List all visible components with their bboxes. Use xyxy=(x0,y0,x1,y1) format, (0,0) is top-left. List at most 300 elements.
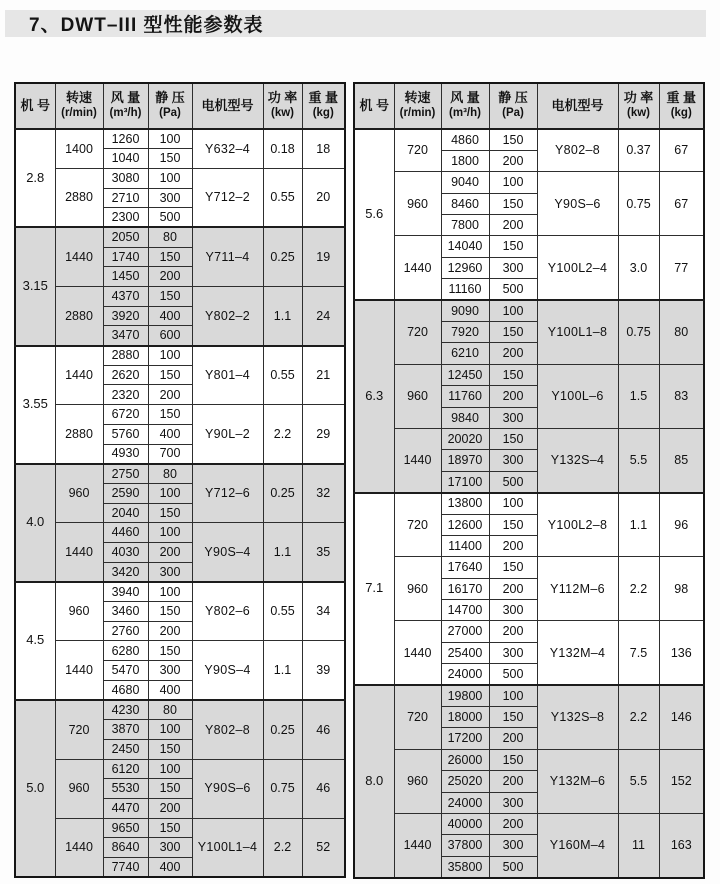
model-cell: 2.8 xyxy=(15,129,55,227)
table-row xyxy=(354,621,704,642)
pressure-cell: 150 xyxy=(148,641,192,661)
header-label: 静 压 xyxy=(498,90,528,106)
power-cell: 0.25 xyxy=(263,227,302,286)
power-cell: 1.1 xyxy=(618,493,659,557)
speed-cell: 1440 xyxy=(55,641,103,700)
airflow-cell: 2880 xyxy=(103,346,148,366)
pressure-cell: 150 xyxy=(489,557,537,578)
airflow-cell: 18970 xyxy=(441,450,489,471)
pressure-cell: 80 xyxy=(148,464,192,484)
pressure-cell: 300 xyxy=(148,562,192,582)
power-cell: 1.1 xyxy=(263,641,302,700)
airflow-cell: 2050 xyxy=(103,227,148,247)
pressure-cell: 150 xyxy=(148,779,192,799)
airflow-cell: 4860 xyxy=(441,129,489,150)
table-row xyxy=(15,129,345,149)
airflow-cell: 17200 xyxy=(441,728,489,749)
airflow-cell: 18000 xyxy=(441,707,489,728)
performance-table-left xyxy=(14,82,346,878)
power-cell: 0.75 xyxy=(618,172,659,236)
motor-model-cell: Y801–4 xyxy=(192,346,263,405)
weight-cell: 46 xyxy=(302,700,345,759)
motor-model-cell: Y100L–6 xyxy=(537,364,618,428)
pressure-cell: 300 xyxy=(489,407,537,428)
pressure-cell: 100 xyxy=(489,172,537,193)
speed-cell: 1440 xyxy=(55,523,103,582)
airflow-cell: 20020 xyxy=(441,428,489,449)
airflow-cell: 25400 xyxy=(441,642,489,663)
pressure-cell: 600 xyxy=(148,326,192,346)
power-cell: 5.5 xyxy=(618,428,659,492)
airflow-cell: 8640 xyxy=(103,838,148,858)
airflow-cell: 3420 xyxy=(103,562,148,582)
motor-model-cell: Y100L2–8 xyxy=(537,493,618,557)
pressure-cell: 100 xyxy=(489,493,537,514)
header-cell-0 xyxy=(15,83,55,129)
motor-model-cell: Y802–8 xyxy=(537,129,618,172)
weight-cell: 146 xyxy=(659,685,704,749)
pressure-cell: 150 xyxy=(148,602,192,622)
table-row xyxy=(354,172,704,193)
pressure-cell: 200 xyxy=(489,343,537,364)
airflow-cell: 11400 xyxy=(441,535,489,556)
airflow-cell: 26000 xyxy=(441,749,489,770)
weight-cell: 152 xyxy=(659,749,704,813)
table-row xyxy=(15,227,345,247)
power-cell: 1.1 xyxy=(263,287,302,346)
header-label: 风 量 xyxy=(110,90,141,106)
header-cell-4 xyxy=(537,83,618,129)
pressure-cell: 100 xyxy=(148,483,192,503)
table-row xyxy=(15,641,345,661)
header-unit: (r/min) xyxy=(61,107,97,120)
airflow-cell: 4230 xyxy=(103,700,148,720)
weight-cell: 21 xyxy=(302,346,345,405)
airflow-cell: 2450 xyxy=(103,739,148,759)
power-cell: 11 xyxy=(618,814,659,878)
power-cell: 0.75 xyxy=(618,300,659,364)
header-cell-3 xyxy=(148,83,192,129)
pressure-cell: 150 xyxy=(489,364,537,385)
motor-model-cell: Y100L1–4 xyxy=(192,818,263,877)
airflow-cell: 1450 xyxy=(103,267,148,287)
weight-cell: 77 xyxy=(659,236,704,300)
header-cell-0 xyxy=(354,83,394,129)
power-cell: 5.5 xyxy=(618,749,659,813)
airflow-cell: 3940 xyxy=(103,582,148,602)
weight-cell: 98 xyxy=(659,557,704,621)
power-cell: 0.37 xyxy=(618,129,659,172)
header-label: 转速 xyxy=(65,90,92,106)
weight-cell: 136 xyxy=(659,621,704,685)
pressure-cell: 150 xyxy=(489,707,537,728)
pressure-cell: 200 xyxy=(148,385,192,405)
pressure-cell: 300 xyxy=(489,600,537,621)
pressure-cell: 200 xyxy=(489,215,537,236)
speed-cell: 2880 xyxy=(55,168,103,227)
pressure-cell: 150 xyxy=(148,287,192,307)
airflow-cell: 14700 xyxy=(441,600,489,621)
table-row xyxy=(354,814,704,835)
weight-cell: 83 xyxy=(659,364,704,428)
airflow-cell: 8460 xyxy=(441,193,489,214)
speed-cell: 1440 xyxy=(394,428,441,492)
speed-cell: 1440 xyxy=(394,621,441,685)
airflow-cell: 6280 xyxy=(103,641,148,661)
header-label: 机 号 xyxy=(359,97,390,113)
airflow-cell: 2620 xyxy=(103,365,148,385)
airflow-cell: 12450 xyxy=(441,364,489,385)
airflow-cell: 7800 xyxy=(441,215,489,236)
speed-cell: 720 xyxy=(394,493,441,557)
header-unit: (m³/h) xyxy=(449,107,481,120)
speed-cell: 960 xyxy=(394,172,441,236)
airflow-cell: 2590 xyxy=(103,483,148,503)
weight-cell: 32 xyxy=(302,464,345,523)
pressure-cell: 200 xyxy=(489,771,537,792)
header-cell-1 xyxy=(55,83,103,129)
speed-cell: 720 xyxy=(394,129,441,172)
model-cell: 5.0 xyxy=(15,700,55,877)
performance-table-right xyxy=(353,82,705,879)
pressure-cell: 500 xyxy=(489,279,537,300)
model-cell: 4.0 xyxy=(15,464,55,582)
header-cell-6 xyxy=(302,83,345,129)
airflow-cell: 11760 xyxy=(441,386,489,407)
airflow-cell: 2760 xyxy=(103,621,148,641)
weight-cell: 39 xyxy=(302,641,345,700)
model-cell: 3.55 xyxy=(15,346,55,464)
airflow-cell: 5470 xyxy=(103,661,148,681)
table-row xyxy=(354,364,704,385)
header-cell-4 xyxy=(192,83,263,129)
airflow-cell: 2320 xyxy=(103,385,148,405)
motor-model-cell: Y132M–4 xyxy=(537,621,618,685)
airflow-cell: 6720 xyxy=(103,405,148,425)
speed-cell: 1440 xyxy=(55,227,103,286)
airflow-cell: 6210 xyxy=(441,343,489,364)
power-cell: 2.2 xyxy=(618,685,659,749)
power-cell: 1.5 xyxy=(618,364,659,428)
motor-model-cell: Y90L–2 xyxy=(192,405,263,464)
airflow-cell: 27000 xyxy=(441,621,489,642)
model-cell: 6.3 xyxy=(354,300,394,493)
speed-cell: 720 xyxy=(394,685,441,749)
speed-cell: 960 xyxy=(394,364,441,428)
pressure-cell: 100 xyxy=(148,168,192,188)
pressure-cell: 400 xyxy=(148,857,192,877)
weight-cell: 18 xyxy=(302,129,345,168)
weight-cell: 67 xyxy=(659,129,704,172)
airflow-cell: 1040 xyxy=(103,149,148,169)
table-row xyxy=(354,493,704,514)
pressure-cell: 200 xyxy=(489,150,537,171)
airflow-cell: 12960 xyxy=(441,257,489,278)
header-label: 风 量 xyxy=(450,90,480,106)
header-unit: (Pa) xyxy=(159,107,181,120)
header-cell-2 xyxy=(103,83,148,129)
weight-cell: 19 xyxy=(302,227,345,286)
airflow-cell: 16170 xyxy=(441,578,489,599)
table-row xyxy=(15,287,345,307)
airflow-cell: 3470 xyxy=(103,326,148,346)
airflow-cell: 3080 xyxy=(103,168,148,188)
motor-model-cell: Y632–4 xyxy=(192,129,263,168)
airflow-cell: 7740 xyxy=(103,857,148,877)
pressure-cell: 200 xyxy=(489,728,537,749)
weight-cell: 24 xyxy=(302,287,345,346)
pressure-cell: 300 xyxy=(489,257,537,278)
motor-model-cell: Y712–2 xyxy=(192,168,263,227)
airflow-cell: 11160 xyxy=(441,279,489,300)
table-row xyxy=(15,464,345,484)
table-row xyxy=(354,129,704,150)
airflow-cell: 4680 xyxy=(103,680,148,700)
pressure-cell: 300 xyxy=(489,642,537,663)
airflow-cell: 1740 xyxy=(103,247,148,267)
airflow-cell: 1260 xyxy=(103,129,148,149)
pressure-cell: 150 xyxy=(148,247,192,267)
table-row xyxy=(354,236,704,257)
header-cell-1 xyxy=(394,83,441,129)
airflow-cell: 2300 xyxy=(103,208,148,228)
airflow-cell: 25020 xyxy=(441,771,489,792)
pressure-cell: 150 xyxy=(148,365,192,385)
motor-model-cell: Y712–6 xyxy=(192,464,263,523)
airflow-cell: 17100 xyxy=(441,471,489,492)
speed-cell: 960 xyxy=(394,557,441,621)
pressure-cell: 200 xyxy=(148,542,192,562)
airflow-cell: 2750 xyxy=(103,464,148,484)
speed-cell: 1440 xyxy=(55,818,103,877)
pressure-cell: 100 xyxy=(148,759,192,779)
pressure-cell: 300 xyxy=(489,835,537,856)
airflow-cell: 17640 xyxy=(441,557,489,578)
weight-cell: 29 xyxy=(302,405,345,464)
weight-cell: 163 xyxy=(659,814,704,878)
table-row xyxy=(354,300,704,321)
header-label: 机 号 xyxy=(20,97,51,113)
pressure-cell: 150 xyxy=(489,236,537,257)
power-cell: 0.55 xyxy=(263,582,302,641)
model-cell: 4.5 xyxy=(15,582,55,700)
table-row xyxy=(15,700,345,720)
pressure-cell: 150 xyxy=(489,129,537,150)
model-cell: 8.0 xyxy=(354,685,394,878)
pressure-cell: 300 xyxy=(148,188,192,208)
table-row xyxy=(354,685,704,706)
airflow-cell: 4930 xyxy=(103,444,148,464)
pressure-cell: 150 xyxy=(489,514,537,535)
model-cell: 7.1 xyxy=(354,493,394,686)
speed-cell: 960 xyxy=(55,759,103,818)
motor-model-cell: Y711–4 xyxy=(192,227,263,286)
weight-cell: 34 xyxy=(302,582,345,641)
speed-cell: 2880 xyxy=(55,405,103,464)
airflow-cell: 24000 xyxy=(441,792,489,813)
airflow-cell: 40000 xyxy=(441,814,489,835)
header-unit: (kw) xyxy=(271,107,294,120)
pressure-cell: 200 xyxy=(489,578,537,599)
pressure-cell: 150 xyxy=(489,322,537,343)
speed-cell: 720 xyxy=(55,700,103,759)
header-label: 转速 xyxy=(404,90,431,106)
airflow-cell: 4030 xyxy=(103,542,148,562)
speed-cell: 720 xyxy=(394,300,441,364)
header-unit: (kg) xyxy=(670,107,692,120)
pressure-cell: 500 xyxy=(489,471,537,492)
table-row xyxy=(354,557,704,578)
model-cell: 5.6 xyxy=(354,129,394,300)
airflow-cell: 3870 xyxy=(103,720,148,740)
header-unit: (r/min) xyxy=(399,107,436,120)
table-row xyxy=(15,346,345,366)
pressure-cell: 100 xyxy=(148,129,192,149)
power-cell: 0.55 xyxy=(263,346,302,405)
airflow-cell: 9840 xyxy=(441,407,489,428)
header-unit: (Pa) xyxy=(502,107,524,120)
pressure-cell: 150 xyxy=(148,503,192,523)
motor-model-cell: Y802–6 xyxy=(192,582,263,641)
power-cell: 2.2 xyxy=(263,405,302,464)
power-cell: 0.75 xyxy=(263,759,302,818)
motor-model-cell: Y90S–6 xyxy=(192,759,263,818)
table-row xyxy=(15,405,345,425)
motor-model-cell: Y112M–6 xyxy=(537,557,618,621)
table-row xyxy=(15,759,345,779)
table-row xyxy=(354,428,704,449)
speed-cell: 1440 xyxy=(394,814,441,878)
speed-cell: 2880 xyxy=(55,287,103,346)
header-label: 电机型号 xyxy=(201,97,254,113)
weight-cell: 20 xyxy=(302,168,345,227)
power-cell: 0.18 xyxy=(263,129,302,168)
airflow-cell: 9650 xyxy=(103,818,148,838)
power-cell: 0.25 xyxy=(263,700,302,759)
pressure-cell: 200 xyxy=(489,535,537,556)
weight-cell: 67 xyxy=(659,172,704,236)
airflow-cell: 7920 xyxy=(441,322,489,343)
airflow-cell: 13800 xyxy=(441,493,489,514)
pressure-cell: 300 xyxy=(489,450,537,471)
motor-model-cell: Y132S–8 xyxy=(537,685,618,749)
header-unit: (kg) xyxy=(312,107,334,120)
pressure-cell: 500 xyxy=(489,664,537,685)
airflow-cell: 4370 xyxy=(103,287,148,307)
weight-cell: 80 xyxy=(659,300,704,364)
header-label: 功 率 xyxy=(623,90,654,106)
header-cell-3 xyxy=(489,83,537,129)
motor-model-cell: Y100L2–4 xyxy=(537,236,618,300)
speed-cell: 1440 xyxy=(394,236,441,300)
power-cell: 3.0 xyxy=(618,236,659,300)
speed-cell: 1440 xyxy=(55,346,103,405)
section-title-bar xyxy=(5,10,706,37)
pressure-cell: 400 xyxy=(148,424,192,444)
weight-cell: 52 xyxy=(302,818,345,877)
table-row xyxy=(354,749,704,770)
speed-cell: 960 xyxy=(55,464,103,523)
header-label: 电机型号 xyxy=(551,97,604,113)
motor-model-cell: Y90S–6 xyxy=(537,172,618,236)
pressure-cell: 100 xyxy=(148,523,192,543)
motor-model-cell: Y90S–4 xyxy=(192,641,263,700)
header-cell-2 xyxy=(441,83,489,129)
speed-cell: 960 xyxy=(55,582,103,641)
power-cell: 2.2 xyxy=(263,818,302,877)
weight-cell: 35 xyxy=(302,523,345,582)
airflow-cell: 5530 xyxy=(103,779,148,799)
header-row xyxy=(15,83,345,129)
airflow-cell: 4470 xyxy=(103,798,148,818)
motor-model-cell: Y132M–6 xyxy=(537,749,618,813)
pressure-cell: 400 xyxy=(148,680,192,700)
header-label: 功 率 xyxy=(267,90,298,106)
airflow-cell: 37800 xyxy=(441,835,489,856)
power-cell: 1.1 xyxy=(263,523,302,582)
pressure-cell: 300 xyxy=(148,661,192,681)
pressure-cell: 80 xyxy=(148,700,192,720)
pressure-cell: 200 xyxy=(148,798,192,818)
motor-model-cell: Y802–8 xyxy=(192,700,263,759)
pressure-cell: 300 xyxy=(489,792,537,813)
header-unit: (kw) xyxy=(627,107,650,120)
airflow-cell: 4460 xyxy=(103,523,148,543)
table-row xyxy=(15,523,345,543)
pressure-cell: 300 xyxy=(148,838,192,858)
header-cell-5 xyxy=(263,83,302,129)
motor-model-cell: Y132S–4 xyxy=(537,428,618,492)
pressure-cell: 200 xyxy=(489,621,537,642)
speed-cell: 960 xyxy=(394,749,441,813)
header-cell-5 xyxy=(618,83,659,129)
pressure-cell: 150 xyxy=(489,749,537,770)
pressure-cell: 500 xyxy=(148,208,192,228)
airflow-cell: 9090 xyxy=(441,300,489,321)
airflow-cell: 2040 xyxy=(103,503,148,523)
pressure-cell: 200 xyxy=(489,386,537,407)
pressure-cell: 150 xyxy=(148,818,192,838)
pressure-cell: 200 xyxy=(489,814,537,835)
airflow-cell: 9040 xyxy=(441,172,489,193)
pressure-cell: 500 xyxy=(489,856,537,877)
pressure-cell: 200 xyxy=(148,267,192,287)
pressure-cell: 150 xyxy=(148,149,192,169)
table-row xyxy=(15,168,345,188)
airflow-cell: 1800 xyxy=(441,150,489,171)
power-cell: 0.25 xyxy=(263,464,302,523)
airflow-cell: 3460 xyxy=(103,602,148,622)
airflow-cell: 2710 xyxy=(103,188,148,208)
pressure-cell: 100 xyxy=(489,685,537,706)
pressure-cell: 400 xyxy=(148,306,192,326)
header-label: 重 量 xyxy=(308,90,339,106)
power-cell: 0.55 xyxy=(263,168,302,227)
weight-cell: 46 xyxy=(302,759,345,818)
pressure-cell: 150 xyxy=(489,428,537,449)
header-cell-6 xyxy=(659,83,704,129)
airflow-cell: 6120 xyxy=(103,759,148,779)
header-row xyxy=(354,83,704,129)
motor-model-cell: Y160M–4 xyxy=(537,814,618,878)
pressure-cell: 200 xyxy=(148,621,192,641)
speed-cell: 1400 xyxy=(55,129,103,168)
header-unit: (m³/h) xyxy=(109,107,142,120)
pressure-cell: 100 xyxy=(148,720,192,740)
power-cell: 7.5 xyxy=(618,621,659,685)
pressure-cell: 700 xyxy=(148,444,192,464)
table-row xyxy=(15,818,345,838)
